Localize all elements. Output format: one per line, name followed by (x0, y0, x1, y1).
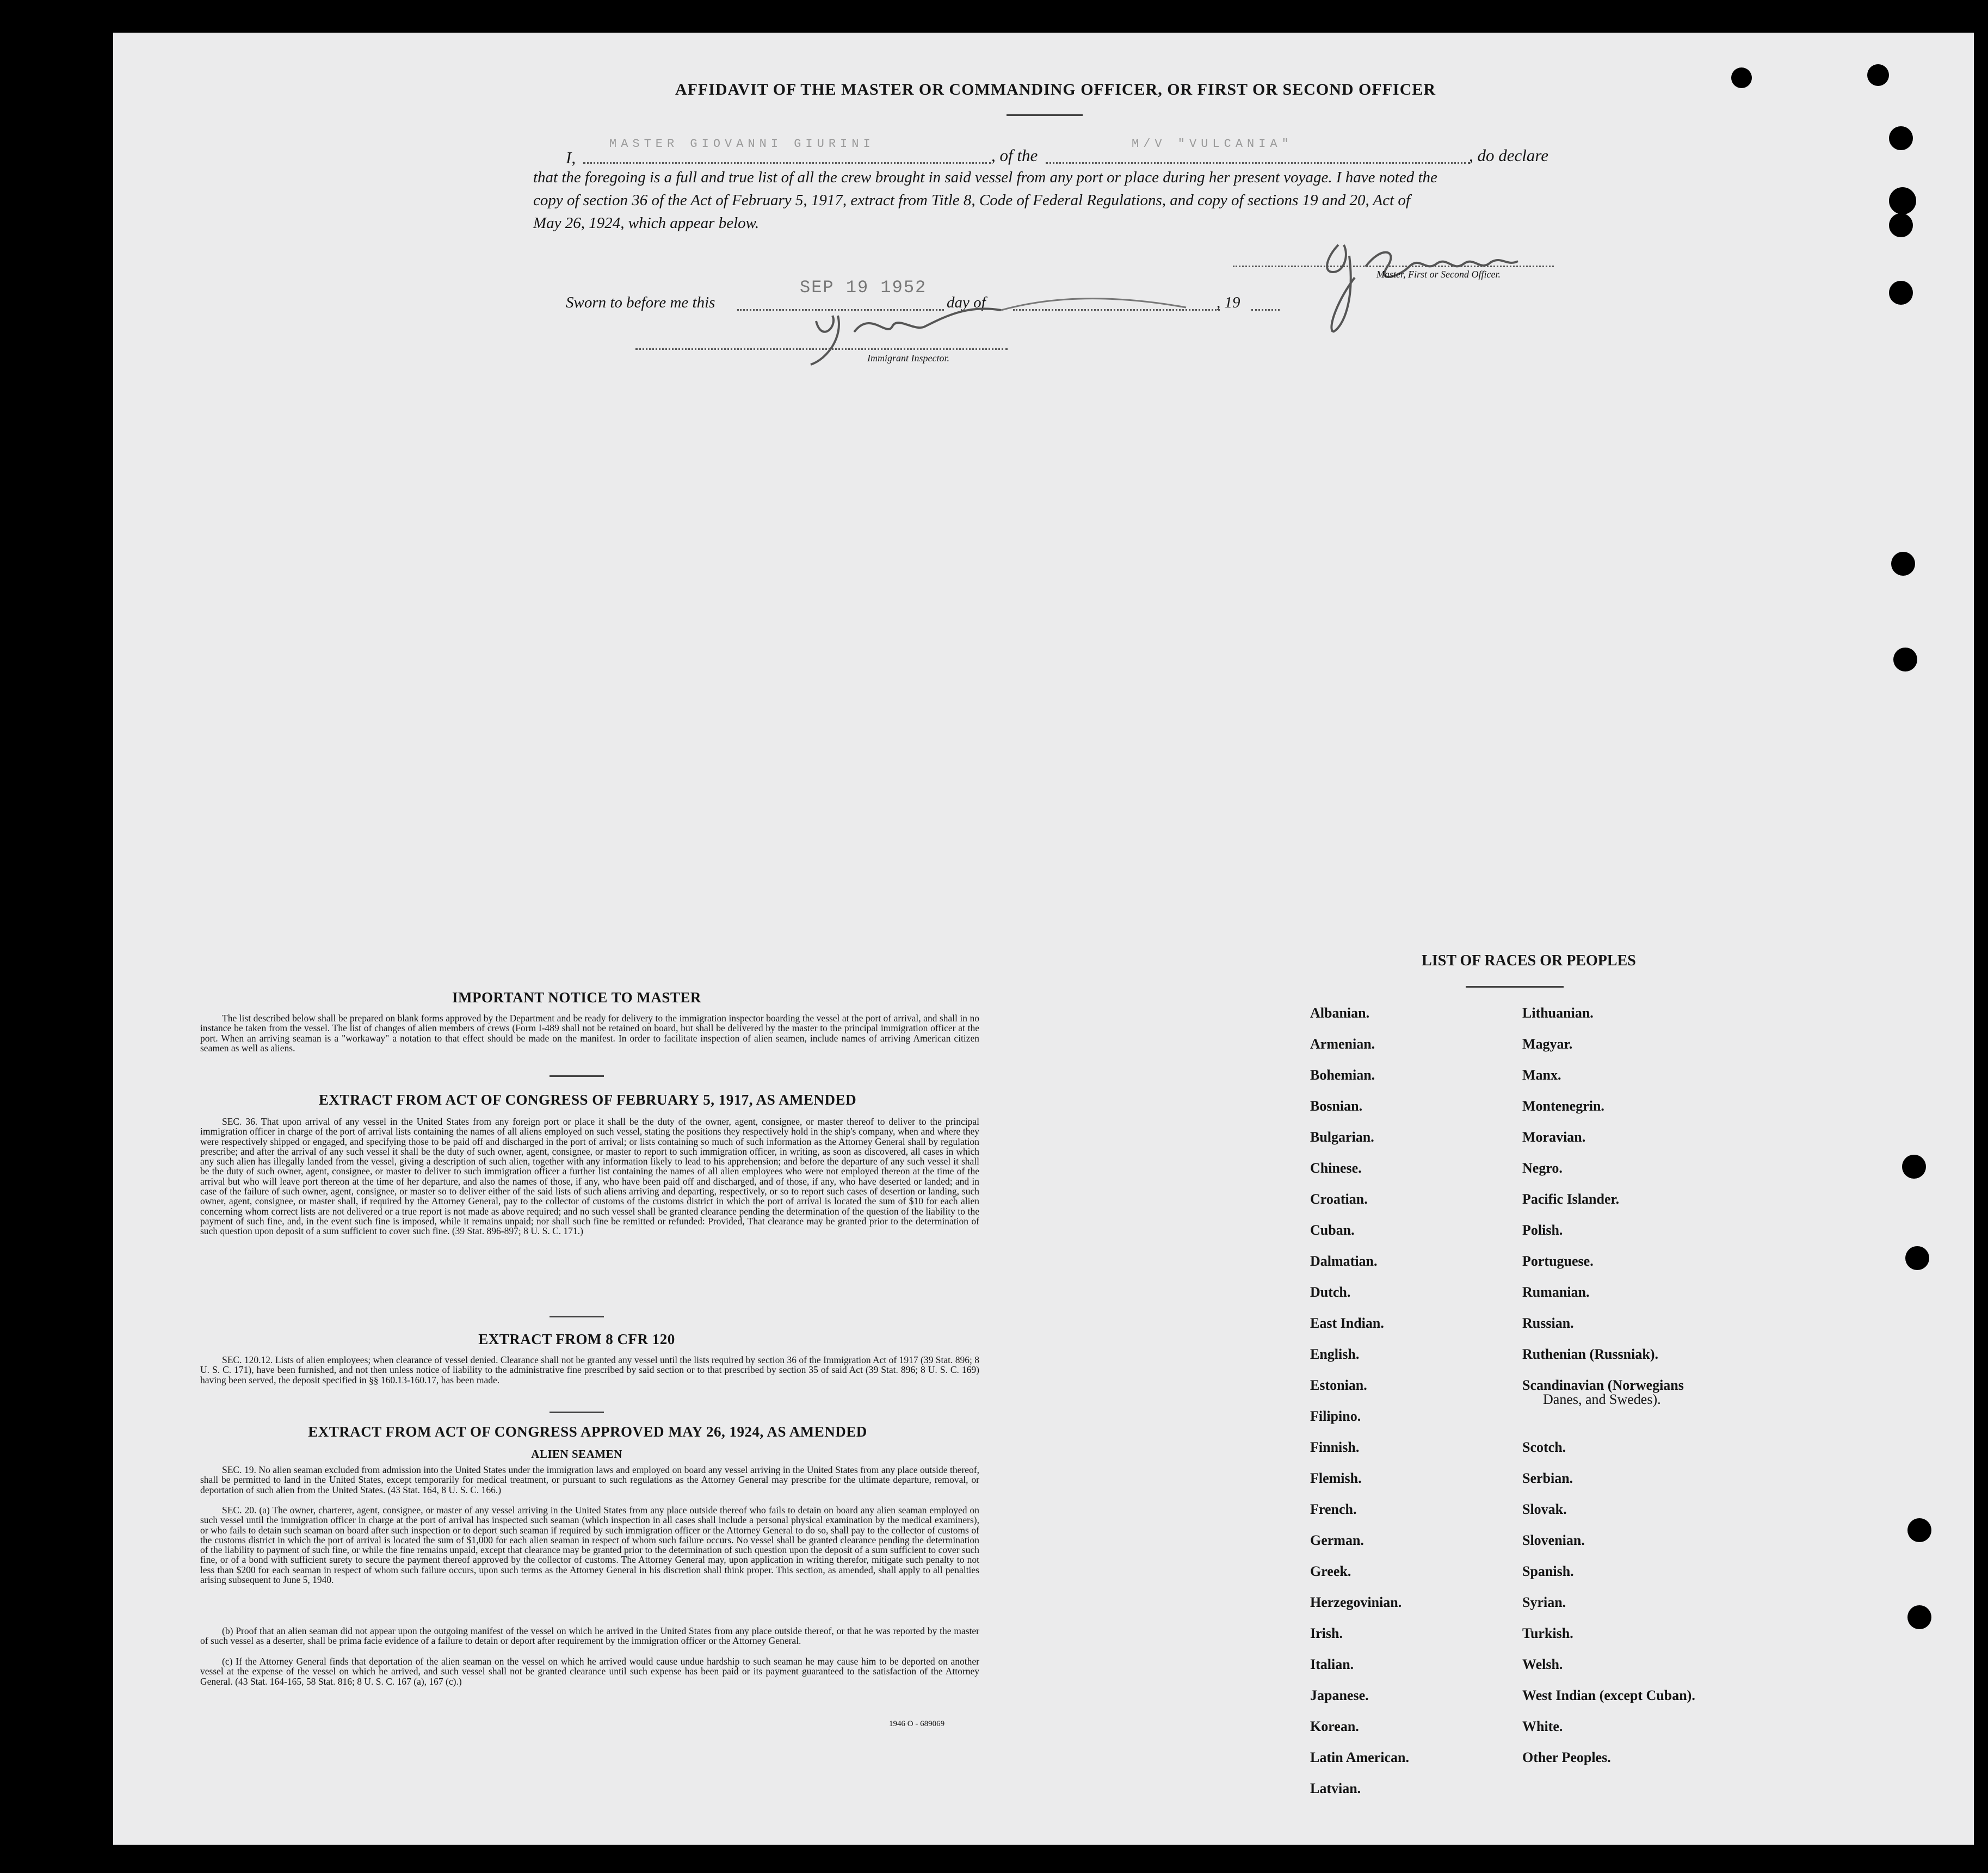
punch-hole (1867, 64, 1889, 86)
notice-divider (550, 1075, 604, 1077)
affidavit-line1-of: , of the (991, 146, 1038, 165)
race-item: Dalmatian. (1310, 1253, 1378, 1269)
race-item: German. (1310, 1532, 1364, 1548)
affidavit-line3: copy of section 36 of the Act of February 5, 1917, extract from Title 8, Code of Federal Regulations, and copy of sections 19 and 20, Act of (533, 192, 1410, 209)
race-item: French. (1310, 1501, 1357, 1517)
race-item: White. (1522, 1718, 1563, 1734)
race-item: Welsh. (1522, 1656, 1563, 1672)
race-item: Albanian. (1310, 1005, 1370, 1021)
race-item: Lithuanian. (1522, 1005, 1594, 1021)
race-item: Portuguese. (1522, 1253, 1594, 1269)
race-item: Scandinavian (Norwegians (1522, 1377, 1684, 1393)
race-item: Slovenian. (1522, 1532, 1585, 1548)
master-signature (1317, 234, 1523, 337)
typed-master-name: MASTER GIOVANNI GIURINI (609, 137, 875, 151)
day-of-text: day of (947, 294, 986, 311)
punch-hole (1905, 1246, 1929, 1270)
inspector-signature-line (635, 348, 1008, 350)
race-item: Latin American. (1310, 1749, 1409, 1765)
affidavit-line1-declare: , do declare (1469, 146, 1549, 165)
date-stamp: SEP 19 1952 (800, 278, 927, 298)
extract-1924-subtitle: ALIEN SEAMEN (531, 1447, 622, 1461)
race-item: Korean. (1310, 1718, 1359, 1734)
race-item: Magyar. (1522, 1036, 1573, 1052)
cfr-divider (550, 1412, 604, 1413)
race-item: Other Peoples. (1522, 1749, 1611, 1765)
printer-code: 1946 O - 689069 (889, 1720, 945, 1728)
race-item: Moravian. (1522, 1129, 1586, 1145)
notice-title: IMPORTANT NOTICE TO MASTER (452, 989, 701, 1006)
race-item: Slovak. (1522, 1501, 1567, 1517)
race-item: Finnish. (1310, 1439, 1360, 1455)
punch-hole (1893, 648, 1917, 671)
punch-hole (1889, 187, 1916, 214)
race-item: Serbian. (1522, 1470, 1573, 1486)
race-item: Estonian. (1310, 1377, 1367, 1393)
race-item: Irish. (1310, 1625, 1343, 1641)
race-item: Greek. (1310, 1563, 1351, 1579)
sworn-year-line (1251, 309, 1280, 311)
punch-hole (1907, 1605, 1931, 1629)
race-item: Bohemian. (1310, 1067, 1375, 1083)
race-item: Filipino. (1310, 1408, 1361, 1424)
name-dotted-line (583, 162, 991, 164)
cfr-body: SEC. 120.12. Lists of alien employees; when clearance of vessel denied. Clearance shall not be granted any vessel until the lists required by section 36 of the Immigration Act of 1917 (39 Stat. 896; 8 U. S. C. 171), have been furnished, and not then unless notice of liability to the administrative fine prescribed by said section or to that prescribed by section 35 of said Act (39 Stat. 896; 8 U. S. C. 169) having been served, the deposit specified in §§ 160.13-160.17, has been made. (200, 1354, 979, 1385)
punch-hole (1889, 213, 1913, 237)
sec20b-text: (b) Proof that an alien seaman did not appear upon the outgoing manifest of the vessel on which he arrived in the United States from any place outside thereof, or that he was reported by the master of such vessel as a deserter, shall be prima facie evidence of a failure to detain or deport after requirement by the immigration officer or the Attorney General. (200, 1625, 979, 1647)
affidavit-line1-i: I, (566, 148, 576, 167)
race-item: Armenian. (1310, 1036, 1375, 1052)
extract-1917-divider (550, 1316, 604, 1317)
race-item: Herzegovinian. (1310, 1594, 1402, 1610)
extract-1917-title: EXTRACT FROM ACT OF CONGRESS OF FEBRUARY 5, 1917, AS AMENDED (318, 1092, 857, 1108)
extract-1917-body: SEC. 36. That upon arrival of any vessel in the United States from any foreign port or place it shall be the duty of the owner, agent, consignee, or master thereof to deliver to the principal immigration officer in charge of the port of arrival lists containing the names of all aliens employed on such vessel, stating the positions they respectively hold in the ship's company, when and where they were respectively shipped or engaged, and specifying those to be paid off and discharged in the port of arrival; or lists containing so much of such information as the Attorney General shall by regulation prescribe; and after the arrival of any such vessel it shall be the duty of such owner, agent, consignee, or master to report to such immigration officer, in writing, as soon as discovered, all cases in which any such alien has illegally landed from the vessel, giving a description of such alien, together with any information likely to lead to his apprehension; and before the departure of any such vessel it shall be the duty of such owner, agent, consignee, or master to deliver to such immigration officer a further list containing the names of all alien employees who were not employed thereon at the time of the arrival but who will leave port thereon at the time of her departure, and also the names of those, if any, who have been paid off and discharged, and of those, if any, who have deserted or landed; and in case of the failure of such owner, agent, consignee, or master so to deliver either of the said lists of such aliens arriving and departing, respectively, or so to report such cases of desertion or landing, such owner, agent, consignee, or master shall, if required by the Attorney General, pay to the collector of customs of the customs district in which the port of arrival is located the sum of $10 for each alien concerning whom correct lists are not delivered or a true report is not made as above required; and no such vessel shall be granted clearance pending the determination of the question of the liability to the payment of such fine, and, in the event such fine is imposed, while it remains unpaid; nor shall such fine be remitted or refunded: Provided, That clearance may be granted prior to the determination of such question upon deposit of a sum sufficient to cover such fine. (39 Stat. 896-897; 8 U. S. C. 171.) (200, 1116, 979, 1237)
race-item: Syrian. (1522, 1594, 1566, 1610)
typed-vessel-name: M/V "VULCANIA" (1132, 137, 1293, 151)
races-title: LIST OF RACES OR PEOPLES (1422, 952, 1636, 969)
race-item: Chinese. (1310, 1160, 1362, 1176)
race-item: Croatian. (1310, 1191, 1368, 1207)
race-item: English. (1310, 1346, 1360, 1362)
punch-hole (1907, 1518, 1931, 1542)
race-item: Italian. (1310, 1656, 1354, 1672)
affidavit-title: AFFIDAVIT OF THE MASTER OR COMMANDING OFFICER, OR FIRST OR SECOND OFFICER (675, 81, 1436, 98)
race-item: Japanese. (1310, 1687, 1369, 1703)
race-item-continuation: Danes, and Swedes). (1543, 1391, 1661, 1407)
race-item: Negro. (1522, 1160, 1563, 1176)
punch-hole (1889, 126, 1913, 150)
extract-1924-title: EXTRACT FROM ACT OF CONGRESS APPROVED MAY 26, 1924, AS AMENDED (308, 1424, 867, 1440)
races-divider (1466, 986, 1564, 988)
race-item: West Indian (except Cuban). (1522, 1687, 1695, 1703)
race-item: Montenegrin. (1522, 1098, 1604, 1114)
year-prefix: , 19 (1217, 294, 1240, 311)
cfr-title: EXTRACT FROM 8 CFR 120 (478, 1331, 675, 1347)
race-item: East Indian. (1310, 1315, 1384, 1331)
race-item: Russian. (1522, 1315, 1574, 1331)
affidavit-line2: that the foregoing is a full and true list of all the crew brought in said vessel from any port or place during her present voyage. I have noted the (533, 169, 1437, 186)
affidavit-line4: May 26, 1924, which appear below. (533, 214, 760, 232)
race-item: Flemish. (1310, 1470, 1362, 1486)
punch-hole (1731, 67, 1752, 88)
race-item: Manx. (1522, 1067, 1561, 1083)
notice-body: The list described below shall be prepared on blank forms approved by the Department and be ready for delivery to the immigration inspector boarding the vessel at the port of arrival, and shall in no instance be taken from the vessel. The list of changes of alien members of crews (Form I-489 shall not be retained on board, but shall be delivered by the master to the principal immigration officer at the port. When an arriving seaman is a "workaway" a notation to that effect should be made on the manifest. In order to facilitate inspection of alien seamen, include names of arriving American citizen seamen as well as aliens. (200, 1013, 979, 1053)
race-item: Pacific Islander. (1522, 1191, 1620, 1207)
punch-hole (1891, 552, 1915, 576)
sworn-text: Sworn to before me this (566, 294, 715, 311)
inspector-caption: Immigrant Inspector. (867, 353, 949, 363)
race-item: Scotch. (1522, 1439, 1566, 1455)
sec20a-text: SEC. 20. (a) The owner, charterer, agent, consignee, or master of any vessel arriving in the United States from any place outside thereof who fails to detain on board any alien seaman employed on such vessel until the immigration officer in charge at the port of arrival has inspected such seaman (which inspection in all cases shall include a personal physical examination by the medical examiners), or who fails to detain such seaman on board after such inspection or to deport such seaman if required by such immigration officer or the Attorney General to do so, shall pay to the collector of customs of the customs district in which the port of arrival is located the sum of $1,000 for each alien seaman in respect of whom such failure occurs. No vessel shall be granted clearance pending the determination of the liability to payment of such fine, or while the fine remains unpaid, except that clearance may be granted prior to the determination of such question upon the deposit of a sum sufficient to cover such fine, or of a bond with sufficient surety to secure the payment thereof approved by the collector of customs. The Attorney General may, upon application in writing therefor, mitigate such penalty to not less than $200 for each seaman in respect of whom such failure occurs, upon such terms as the Attorney General in his discretion shall think proper. This section, as amended, shall apply to all penalties arising subsequent to June 5, 1940. (200, 1505, 979, 1586)
race-item: Cuban. (1310, 1222, 1355, 1238)
race-item: Bulgarian. (1310, 1129, 1374, 1145)
race-item: Spanish. (1522, 1563, 1574, 1579)
race-item: Ruthenian (Russniak). (1522, 1346, 1658, 1362)
master-caption: Master, First or Second Officer. (1376, 269, 1501, 280)
sec20c-text: (c) If the Attorney General finds that deportation of the alien seaman on the vessel on which he arrived would cause undue hardship to such seaman he may cause him to be deported on another vessel at the expense of the vessel on which he arrived, and such vessel shall not be granted clearance until such expense has been paid or its payment guaranteed to the satisfaction of the Attorney General. (43 Stat. 164-165, 58 Stat. 816; 8 U. S. C. 167 (a), 167 (c).) (200, 1656, 979, 1687)
race-item: Polish. (1522, 1222, 1563, 1238)
sec19-text: SEC. 19. No alien seaman excluded from admission into the United States under the immigration laws and employed on board any vessel arriving in the United States from any place outside thereof, shall be permitted to land in the United States, except temporarily for medical treatment, or pursuant to such regulations as the Attorney General may prescribe for the ultimate departure, removal, or deportation of such alien from the United States. (43 Stat. 164, 8 U. S. C. 166.) (200, 1464, 979, 1495)
race-item: Bosnian. (1310, 1098, 1363, 1114)
punch-hole (1902, 1155, 1926, 1179)
vessel-dotted-line (1046, 162, 1470, 164)
punch-hole (1889, 281, 1913, 305)
race-item: Dutch. (1310, 1284, 1351, 1300)
race-item: Rumanian. (1522, 1284, 1590, 1300)
race-item: Latvian. (1310, 1780, 1361, 1796)
title-divider (1007, 114, 1083, 116)
race-item: Turkish. (1522, 1625, 1573, 1641)
